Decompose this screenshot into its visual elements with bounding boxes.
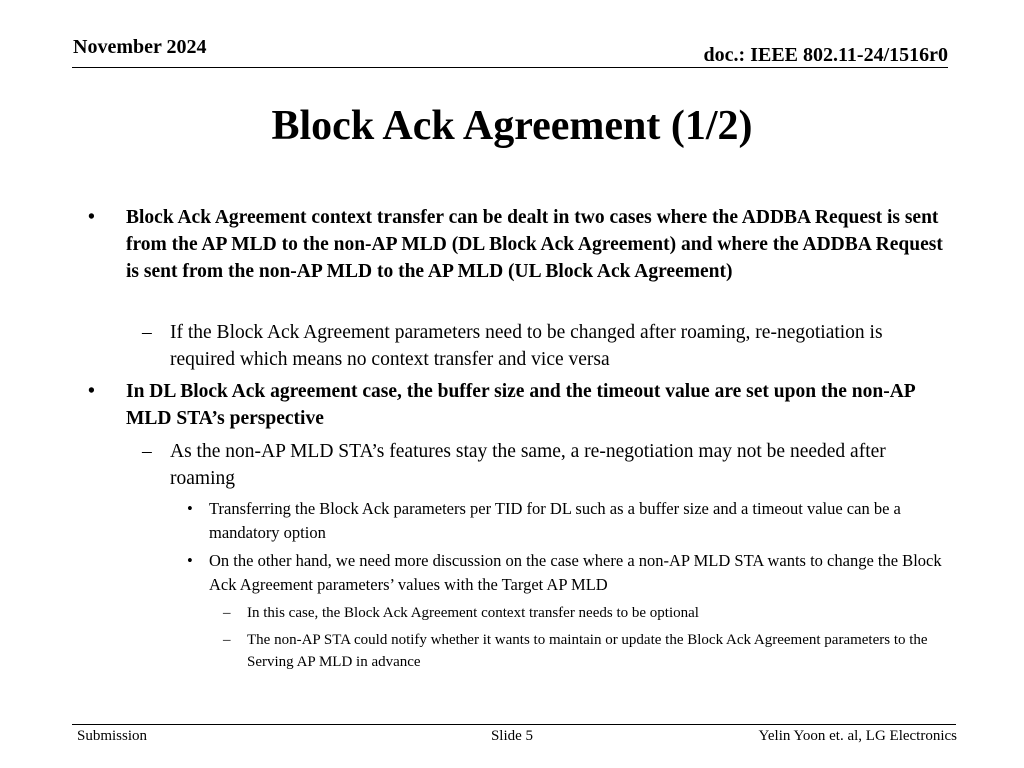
- dash-marker: –: [142, 322, 152, 343]
- dash-marker: –: [142, 441, 152, 462]
- slide-title: Block Ack Agreement (1/2): [271, 103, 753, 149]
- bullet-2-sub-1-item-2-sub-1: [223, 602, 947, 624]
- bullet-2: [88, 378, 946, 432]
- bullet-text: Transferring the Block Ack parameters per TID for DL such as a buffer size and a timeout value can be a mandatory option: [209, 499, 901, 542]
- bullet-2-sub-1-item-2: [187, 549, 949, 597]
- bullet-text: In this case, the Block Ack Agreement context transfer needs to be optional: [247, 605, 699, 621]
- dash-marker: –: [223, 632, 231, 648]
- bullet-marker: •: [88, 207, 95, 228]
- bullet-2-sub-1-item-1: [187, 497, 949, 545]
- bullet-text: In DL Block Ack agreement case, the buffer size and the timeout value are set upon the non-AP MLD STA’s perspective: [126, 381, 915, 429]
- header-doc-id: doc.: IEEE 802.11-24/1516r0: [703, 44, 948, 66]
- dash-marker: –: [223, 605, 231, 621]
- bullet-2-sub-1-item-2-sub-2: [223, 629, 947, 673]
- bullet-text: On the other hand, we need more discussion on the case where a non-AP MLD STA wants to change the Block Ack Agreement parameters’ values with the Target AP MLD: [209, 551, 942, 594]
- bullet-1-sub-1: [142, 319, 940, 373]
- footer-authors: Yelin Yoon et. al, LG Electronics: [758, 728, 957, 744]
- bullet-text: The non-AP STA could notify whether it wants to maintain or update the Block Ack Agreement parameters to the Serving AP MLD in advance: [247, 632, 928, 670]
- bullet-2-sub-1: [142, 438, 940, 492]
- header-date: November 2024: [73, 36, 207, 58]
- bullet-marker: •: [88, 381, 95, 402]
- footer-rule: [72, 724, 956, 725]
- bullet-text: If the Block Ack Agreement parameters need to be changed after roaming, re-negotiation is required which means no context transfer and vice versa: [170, 322, 883, 370]
- footer-submission: Submission: [77, 728, 148, 744]
- bullet-1: [88, 204, 946, 285]
- bullet-text: As the non-AP MLD STA’s features stay the same, a re-negotiation may not be needed after roaming: [170, 441, 886, 489]
- header-rule: [72, 67, 948, 68]
- bullet-text: Block Ack Agreement context transfer can be dealt in two cases where the ADDBA Request is sent from the AP MLD to the non-AP MLD (DL Block Ack Agreement) and where the ADDBA Request is sent from the non-AP MLD to the AP MLD (UL Block Ack Agreement): [126, 207, 943, 282]
- footer-slide-number: Slide 5: [490, 728, 534, 744]
- bullet-marker: •: [187, 551, 193, 570]
- bullet-marker: •: [187, 499, 193, 518]
